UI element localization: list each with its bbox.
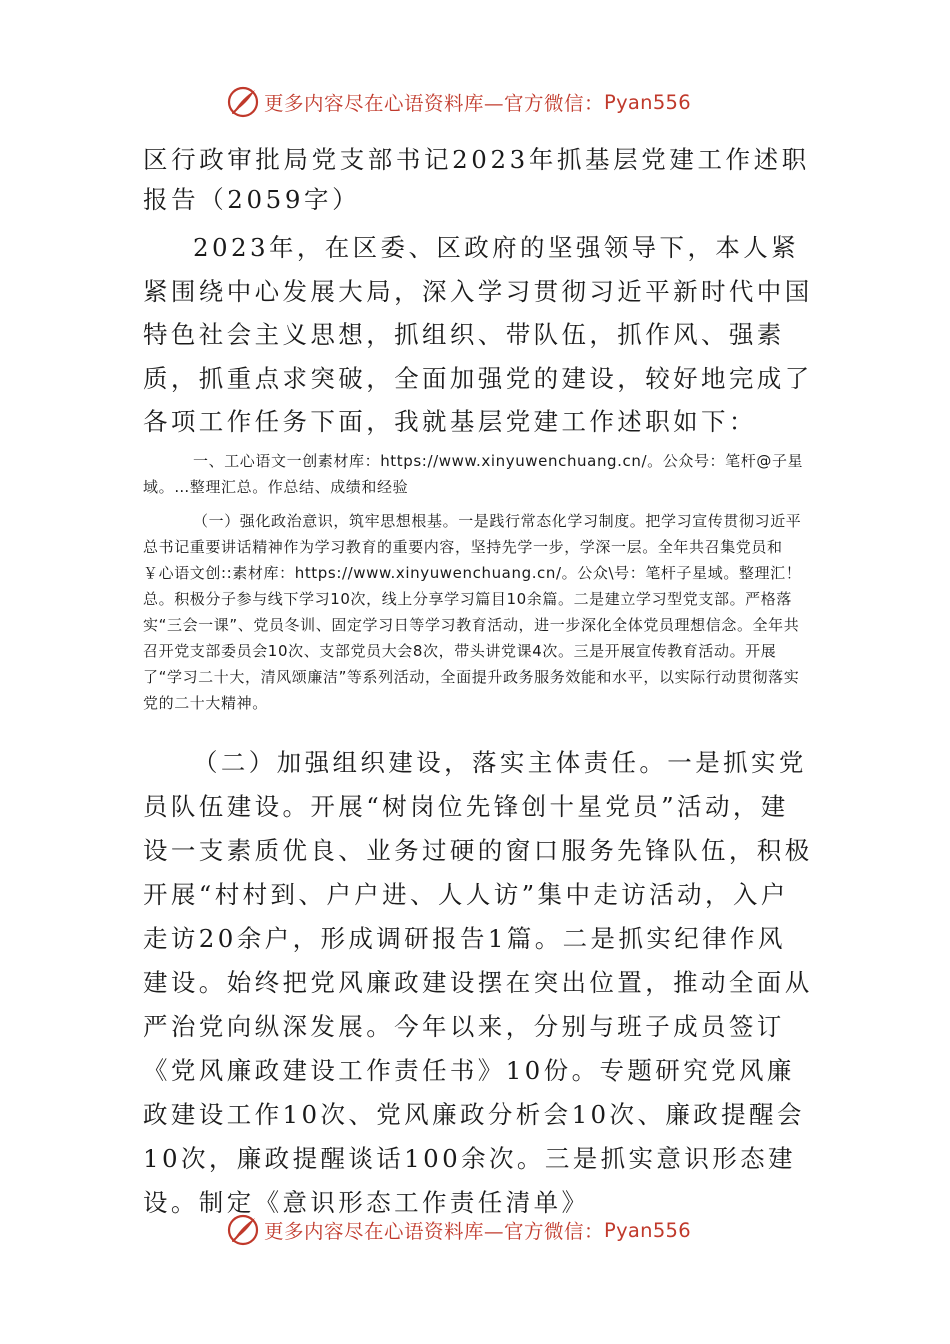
- quill-logo-icon: [226, 1213, 260, 1247]
- banner-text: 更多内容尽在心语资料库—官方微信：: [264, 1220, 605, 1243]
- footer-banner: [226, 1210, 691, 1250]
- section-heading: 一、工心语文一创素材库：https://www.xinyuwenchuang.cn/。公众号：笔杆@子星域。…整理汇总。作总结、成绩和经验: [143, 452, 804, 496]
- organization-paragraph: （二）加强组织建设，落实主体责任。一是抓实党员队伍建设。开展“树岗位先锋创十星党员”活动，建设一支素质优良、业务过硬的窗口服务先锋队伍，积极开展“村村到、户户进、人人访”集中走访活动，入户走访20余户，形成调研报告1篇。二是抓实纪律作风建设。始终把党风廉政建设摆在突出位置，推动全面从严治党向纵深发展。今年以来，分别与班子成员签订《党风廉政建设工作责任书》10份。专题研究党风廉政建设工作10次、党风廉政分析会10次、廉政提醒会10次，廉政提醒谈话100余次。三是抓实意识形态建设。制定《意识形态工作责任清单》: [143, 748, 813, 1217]
- document-title: 区行政审批局党支部书记2023年抓基层党建工作述职报告（2059字）: [143, 145, 810, 214]
- banner-wechat-id: Pyan556: [604, 1218, 691, 1242]
- intro-paragraph: 2023年，在区委、区政府的坚强领导下，本人紧紧围绕中心发展大局，深入学习贯彻习近平新时代中国特色社会主义思想，抓组织、带队伍，抓作风、强素质，抓重点求突破，全面加强党的建设，较好地完成了各项工作任务下面，我就基层党建工作述职如下：: [143, 233, 813, 436]
- banner-text: 更多内容尽在心语资料库—官方微信：: [264, 92, 605, 115]
- political-paragraph: （一）强化政治意识，筑牢思想根基。一是践行常态化学习制度。把学习宣传贯彻习近平总书记重要讲话精神作为学习教育的重要内容，坚持先学一步，学深一层。全年共召集党员和￥心语文创::素材库：https://www.xinyuwenchuang.cn/。公众\号：笔杆子星域。整理汇！总。积极分子参与线下学习10次，线上分享学习篇目10余篇。二是建立学习型党支部。严格落实“三会一课”、党员冬训、固定学习日等学习教育活动，进一步深化全体党员理想信念。全年共召开党支部委员会10次、支部党员大会8次，带头讲党课4次。三是开展宣传教育活动。开展了“学习二十大，清风颂廉洁”等系列活动，全面提升政务服务效能和水平，以实际行动贯彻落实党的二十大精神。: [143, 512, 802, 712]
- banner-wechat-id: Pyan556: [604, 90, 691, 114]
- quill-logo-icon: [226, 85, 260, 119]
- header-banner: [226, 82, 691, 122]
